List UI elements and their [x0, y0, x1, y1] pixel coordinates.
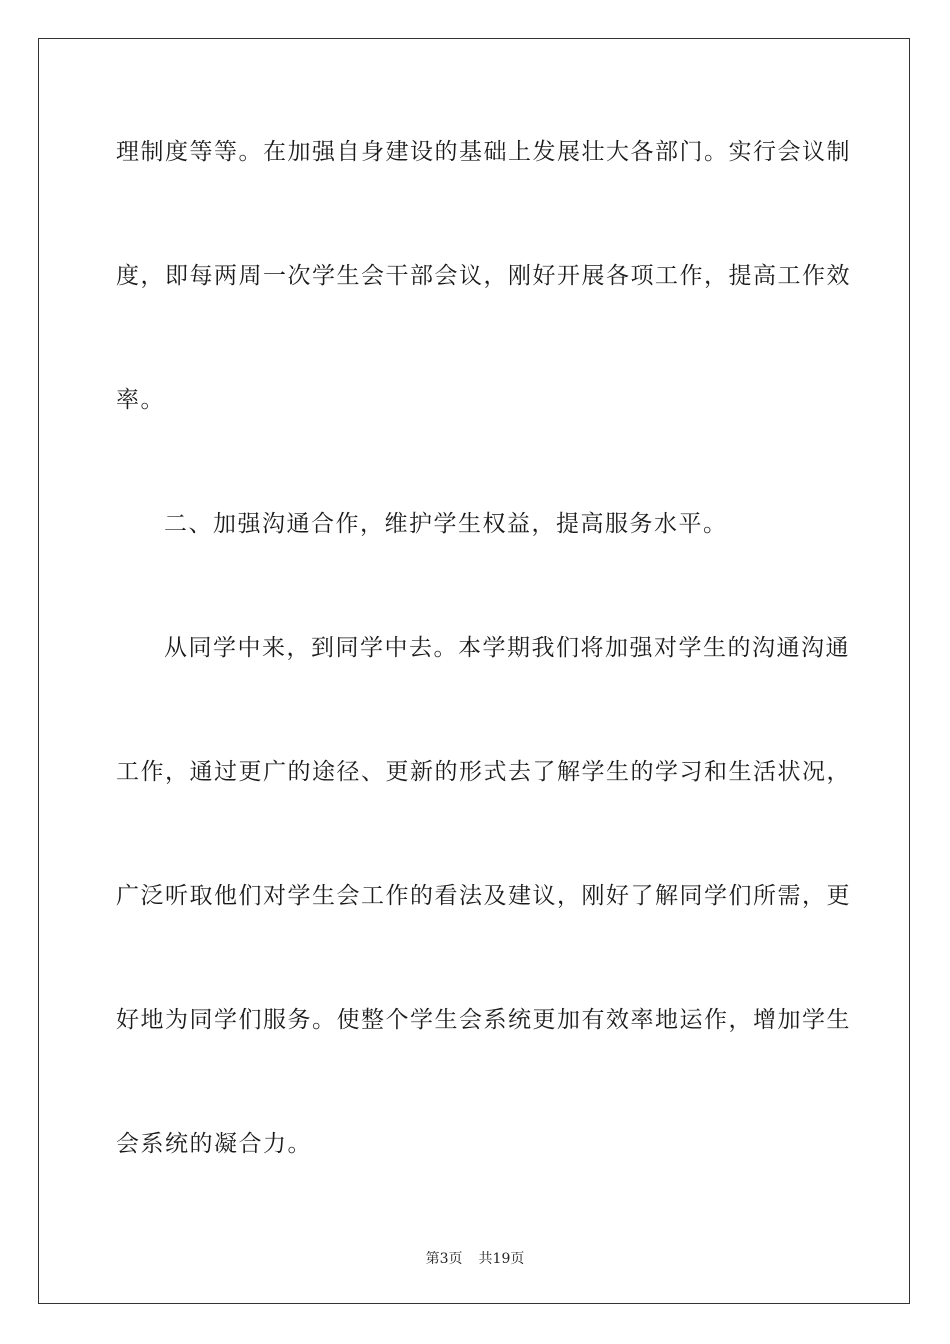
page-footer — [0, 1248, 950, 1268]
paragraph-line: 从同学中来，到同学中去。本学期我们将加强对学生的沟通沟通 — [164, 635, 850, 661]
paragraph-line: 好地为同学们服务。使整个学生会系统更加有效率地运作，增加学生 — [116, 1007, 851, 1033]
paragraph-line: 工作，通过更广的途径、更新的形式去了解学生的学习和生活状况， — [116, 759, 851, 785]
paragraph-line: 理制度等等。在加强自身建设的基础上发展壮大各部门。实行会议制 — [116, 139, 851, 165]
paragraph-line: 会系统的凝合力。 — [116, 1131, 312, 1157]
paragraph-line: 广泛听取他们对学生会工作的看法及建议，刚好了解同学们所需，更 — [116, 883, 851, 909]
page-total: 共19页 — [478, 1251, 525, 1267]
paragraph-line: 度，即每两周一次学生会干部会议，刚好开展各项工作，提高工作效 — [116, 263, 851, 289]
page-border — [38, 38, 910, 1304]
section-heading: 二、加强沟通合作，维护学生权益，提高服务水平。 — [164, 511, 728, 537]
page-number: 第3页 — [425, 1251, 463, 1267]
paragraph-line: 率。 — [116, 387, 165, 413]
